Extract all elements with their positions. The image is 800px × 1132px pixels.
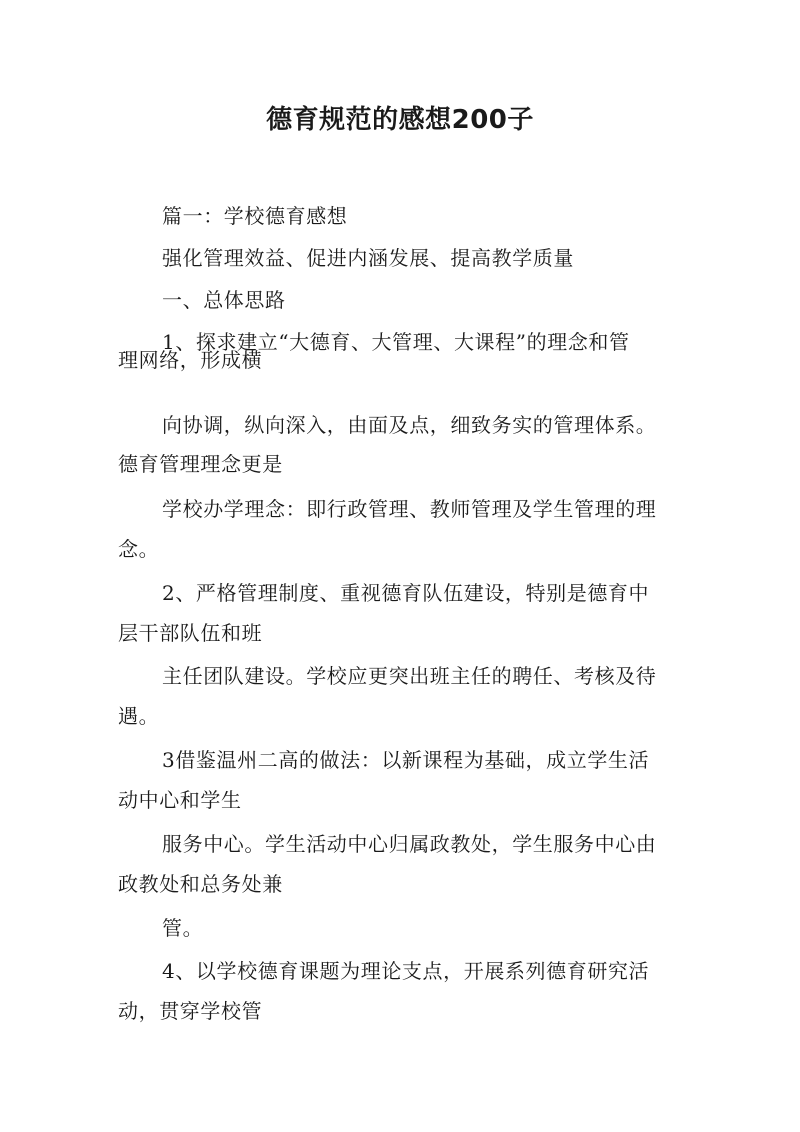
text-line: 管。 [162,916,204,940]
text-line: 4、以学校德育课题为理论支点，开展系列德育研究活 [162,959,650,983]
text-line: 动中心和学生 [118,788,242,812]
text-line: 强化管理效益、促进内涵发展、提高教学质量 [162,246,574,270]
text-line: 主任团队建设。学校应更突出班主任的聘任、考核及待 [162,664,657,688]
text-line: 遇。 [118,704,160,728]
text-line: 3借鉴温州二高的做法：以新课程为基础，成立学生活 [162,748,650,772]
text-line: 层干部队伍和班 [118,621,263,645]
document-title: 德育规范的感想200子 [266,105,534,135]
text-line: 德育管理理念更是 [118,452,283,476]
text-line: 政教处和总务处兼 [118,872,283,896]
text-line: 动，贯穿学校管 [118,999,263,1023]
text-line: 向协调，纵向深入，由面及点，细致务实的管理体系。 [162,413,657,437]
text-line: 2、严格管理制度、重视德育队伍建设，特别是德育中 [162,581,650,605]
text-line: 念。 [118,537,160,561]
text-line: 一、总体思路 [162,288,286,312]
text-line: 服务中心。学生活动中心归属政教处，学生服务中心由 [162,832,657,856]
text-line: 理网络，形成横 [118,348,263,372]
text-line: 学校办学理念：即行政管理、教师管理及学生管理的理 [162,497,657,521]
text-line: 篇一：学校德育感想 [162,204,348,228]
text-line: 1、探求建立“大德育、大管理、大课程”的理念和管 [162,330,630,354]
